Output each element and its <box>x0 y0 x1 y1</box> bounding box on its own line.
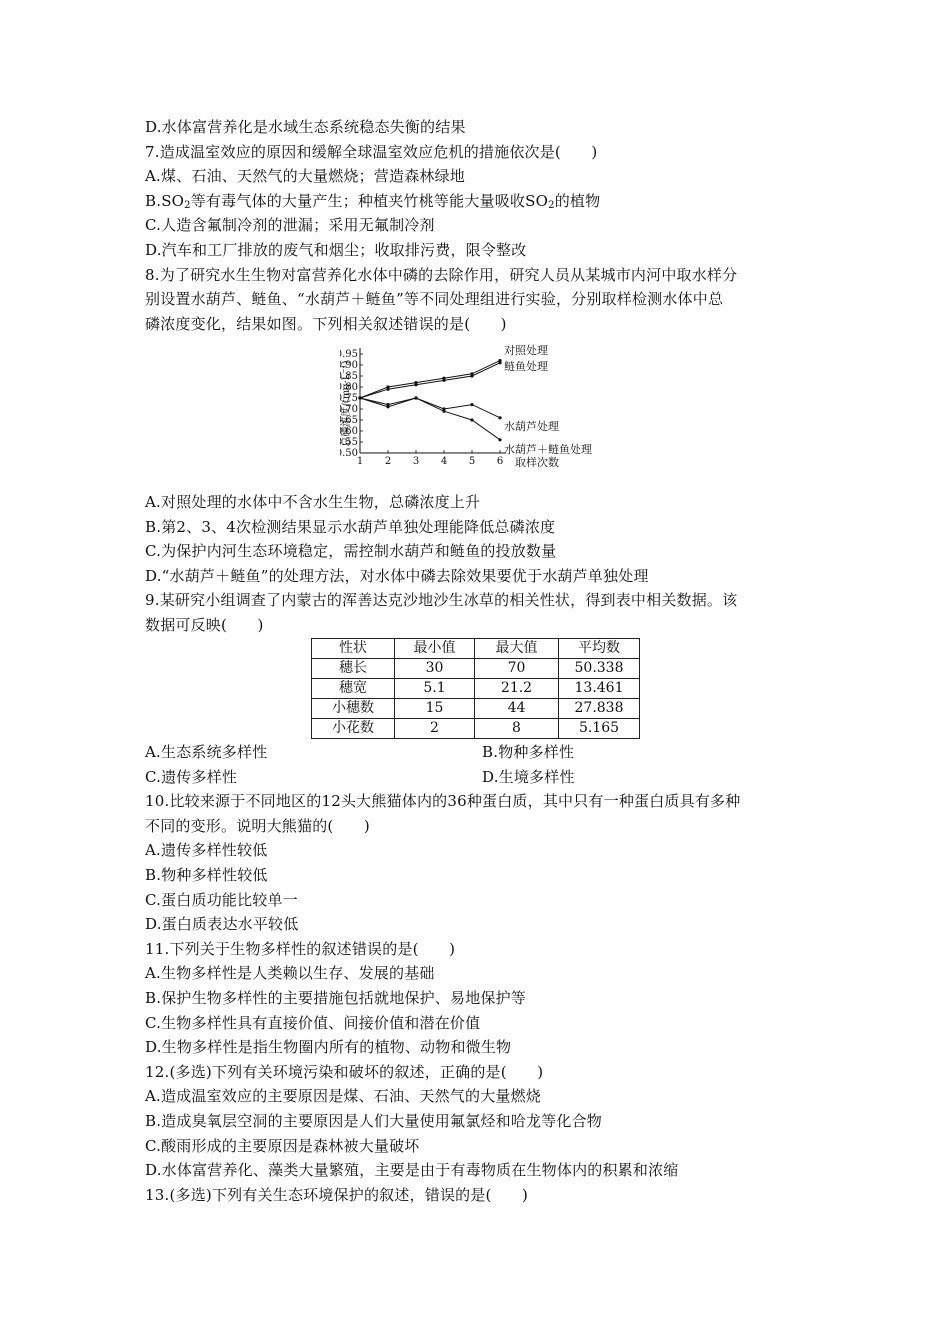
q11-option-d: D.生物多样性是指生物圈内所有的植物、动物和微生物 <box>145 1038 512 1057</box>
series-line <box>360 398 500 440</box>
q12-option-a: A.造成温室效应的主要原因是煤、石油、天然气的大量燃烧 <box>145 1087 542 1106</box>
table-cell: 5.1 <box>395 679 475 699</box>
y-tick-label: .55 <box>342 437 358 448</box>
q12-option-d: D.水体富营养化、藻类大量繁殖，主要是由于有毒物质在生物体内的积累和浓缩 <box>145 1161 679 1180</box>
x-tick-label: 3 <box>412 456 420 467</box>
q13-stem: 13.(多选)下列有关生态环境保护的叙述，错误的是( ) <box>145 1185 529 1204</box>
q7-option-c: C.人造含氟制冷剂的泄漏；采用无氟制冷剂 <box>145 216 435 235</box>
table-cell: 穗宽 <box>312 679 395 699</box>
y-tick-label: .85 <box>342 371 358 382</box>
q11-option-a: A.生物多样性是人类赖以生存、发展的基础 <box>145 964 435 983</box>
data-point <box>498 416 501 419</box>
q9-options-row2 <box>145 765 815 790</box>
data-point <box>442 410 445 413</box>
trait-table-wrap <box>311 638 640 739</box>
y-tick-label: .95 <box>342 349 358 360</box>
series-line <box>360 361 500 398</box>
q7-stem: 7.造成温室效应的原因和缓解全球温室效应危机的措施依次是( ) <box>145 142 598 161</box>
chart-svg <box>340 340 630 475</box>
table-cell: 5.165 <box>559 719 640 739</box>
table-cell: 27.838 <box>559 699 640 719</box>
series-label: 对照处理 <box>504 344 548 357</box>
data-point <box>358 396 361 399</box>
data-point <box>470 374 473 377</box>
q10-stem-line1: 10.比较来源于不同地区的12头大熊猫体内的36种蛋白质，其中只有一种蛋白质具有多种 <box>145 792 741 811</box>
table-cell: 15 <box>395 699 475 719</box>
q11-option-c: C.生物多样性具有直接价值、间接价值和潜在价值 <box>145 1013 481 1032</box>
y-axis-label: 总磷浓度/(mg·L⁻¹) <box>341 360 352 447</box>
data-point <box>414 383 417 386</box>
q9-options-row1 <box>145 740 815 765</box>
y-tick-label: .50 <box>342 448 358 459</box>
q12-option-c: C.酸雨形成的主要原因是森林被大量破坏 <box>145 1136 420 1155</box>
q9-stem-line1: 9.某研究小组调查了内蒙古的浑善达克沙地沙生冰草的相关性状，得到表中相关数据。该 <box>145 591 738 610</box>
table-row <box>312 659 640 679</box>
data-point <box>442 379 445 382</box>
table-row <box>312 699 640 719</box>
table-header: 最小值 <box>395 639 475 659</box>
q11-option-b: B.保护生物多样性的主要措施包括就地保护、易地保护等 <box>145 988 526 1007</box>
y-tick-label: .70 <box>342 404 358 415</box>
table-cell: 21.2 <box>475 679 559 699</box>
table-cell: 2 <box>395 719 475 739</box>
q8-stem-line2: 别设置水葫芦、鲢鱼、“水葫芦＋鲢鱼”等不同处理组进行实验，分别取样检测水体中总 <box>145 290 724 309</box>
table-header: 平均数 <box>559 639 640 659</box>
x-tick-label: 1 <box>356 456 364 467</box>
q10-option-c: C.蛋白质功能比较单一 <box>145 890 298 909</box>
data-point <box>386 405 389 408</box>
q7-option-b: $B.SO_2$等有毒气体的大量产生；种植夹竹桃等能大量吸收$SO_2$的植物 <box>145 191 601 211</box>
table-cell: 30 <box>395 659 475 679</box>
table-cell: 13.461 <box>559 679 640 699</box>
q9-option-b: B.物种多样性 <box>482 743 575 761</box>
table-cell: 44 <box>475 699 559 719</box>
x-tick-label: 5 <box>468 456 476 467</box>
q9-option-d: D.生境多样性 <box>482 767 575 786</box>
y-tick-label: .65 <box>342 415 358 426</box>
q8-option-c: C.为保护内河生态环境稳定，需控制水葫芦和鲢鱼的投放数量 <box>145 542 557 561</box>
table-row <box>312 679 640 699</box>
q9-option-a: A.生态系统多样性 <box>145 743 268 761</box>
series-label: 水葫芦处理 <box>504 420 559 433</box>
data-point <box>470 403 473 406</box>
q12-option-b: B.造成臭氧层空洞的主要原因是人们大量使用氟氯烃和哈龙等化合物 <box>145 1111 602 1130</box>
table-row <box>312 719 640 739</box>
q8-stem-line1: 8.为了研究水生生物对富营养化水体中磷的去除作用，研究人员从某城市内河中取水样分 <box>145 265 738 284</box>
q9-option-c: C.遗传多样性 <box>145 767 238 786</box>
series-label: 鲢鱼处理 <box>504 360 548 373</box>
question-page <box>145 115 815 336</box>
x-tick-label: 2 <box>384 456 392 467</box>
data-point <box>498 438 501 441</box>
q8-option-a: A.对照处理的水体中不含水生生物，总磷浓度上升 <box>145 493 481 511</box>
phosphorus-chart <box>340 340 630 475</box>
x-axis-label: 取样次数 <box>515 456 559 469</box>
x-tick-label: 4 <box>440 456 448 467</box>
q7-option-a: A.煤、石油、天然气的大量燃烧；营造森林绿地 <box>145 167 466 186</box>
table-header: 最大值 <box>475 639 559 659</box>
y-tick-label: .60 <box>342 426 358 437</box>
data-point <box>414 396 417 399</box>
x-tick-label: 6 <box>496 456 504 467</box>
y-tick-label: .75 <box>342 393 358 404</box>
table-cell: 50.338 <box>559 659 640 679</box>
y-tick-label: .90 <box>342 360 358 371</box>
table-cell: 穗长 <box>312 659 395 679</box>
data-point <box>470 418 473 421</box>
table-cell: 70 <box>475 659 559 679</box>
data-point <box>386 388 389 391</box>
q8-stem-line3: 磷浓度变化，结果如图。下列相关叙述错误的是( ) <box>145 314 507 333</box>
q10-option-a: A.遗传多样性较低 <box>145 841 268 860</box>
y-tick-label: .80 <box>342 382 358 393</box>
table-header-row <box>312 639 640 659</box>
q10-stem-line2: 不同的变形。说明大熊猫的( ) <box>145 816 370 835</box>
q9-stem-line2: 数据可反映( ) <box>145 615 264 634</box>
data-point <box>498 361 501 364</box>
table-cell: 小穗数 <box>312 699 395 719</box>
trait-table <box>311 638 640 739</box>
q8-options <box>145 490 815 638</box>
q8-option-b: B.第2、3、4次检测结果显示水葫芦单独处理能降低总磷浓度 <box>145 517 556 536</box>
q9-options-and-more <box>145 740 815 1207</box>
q10-option-d: D.蛋白质表达水平较低 <box>145 915 299 934</box>
series-label: 水葫芦＋鲢鱼处理 <box>504 443 592 456</box>
table-header: 性状 <box>312 639 395 659</box>
table-cell: 小花数 <box>312 719 395 739</box>
q7-option-d: D.汽车和工厂排放的废气和烟尘；收取排污费，限令整改 <box>145 240 527 259</box>
q12-stem: 12.(多选)下列有关环境污染和破坏的叙述，正确的是( ) <box>145 1062 544 1081</box>
q6-option-d: D.水体富营养化是水域生态系统稳态失衡的结果 <box>145 118 466 136</box>
q11-stem: 11.下列关于生物多样性的叙述错误的是( ) <box>145 939 456 958</box>
q8-option-d: D.“水葫芦＋鲢鱼”的处理方法，对水体中磷去除效果要优于水葫芦单独处理 <box>145 566 649 585</box>
series-line <box>360 398 500 418</box>
table-cell: 8 <box>475 719 559 739</box>
q10-option-b: B.物种多样性较低 <box>145 865 268 884</box>
